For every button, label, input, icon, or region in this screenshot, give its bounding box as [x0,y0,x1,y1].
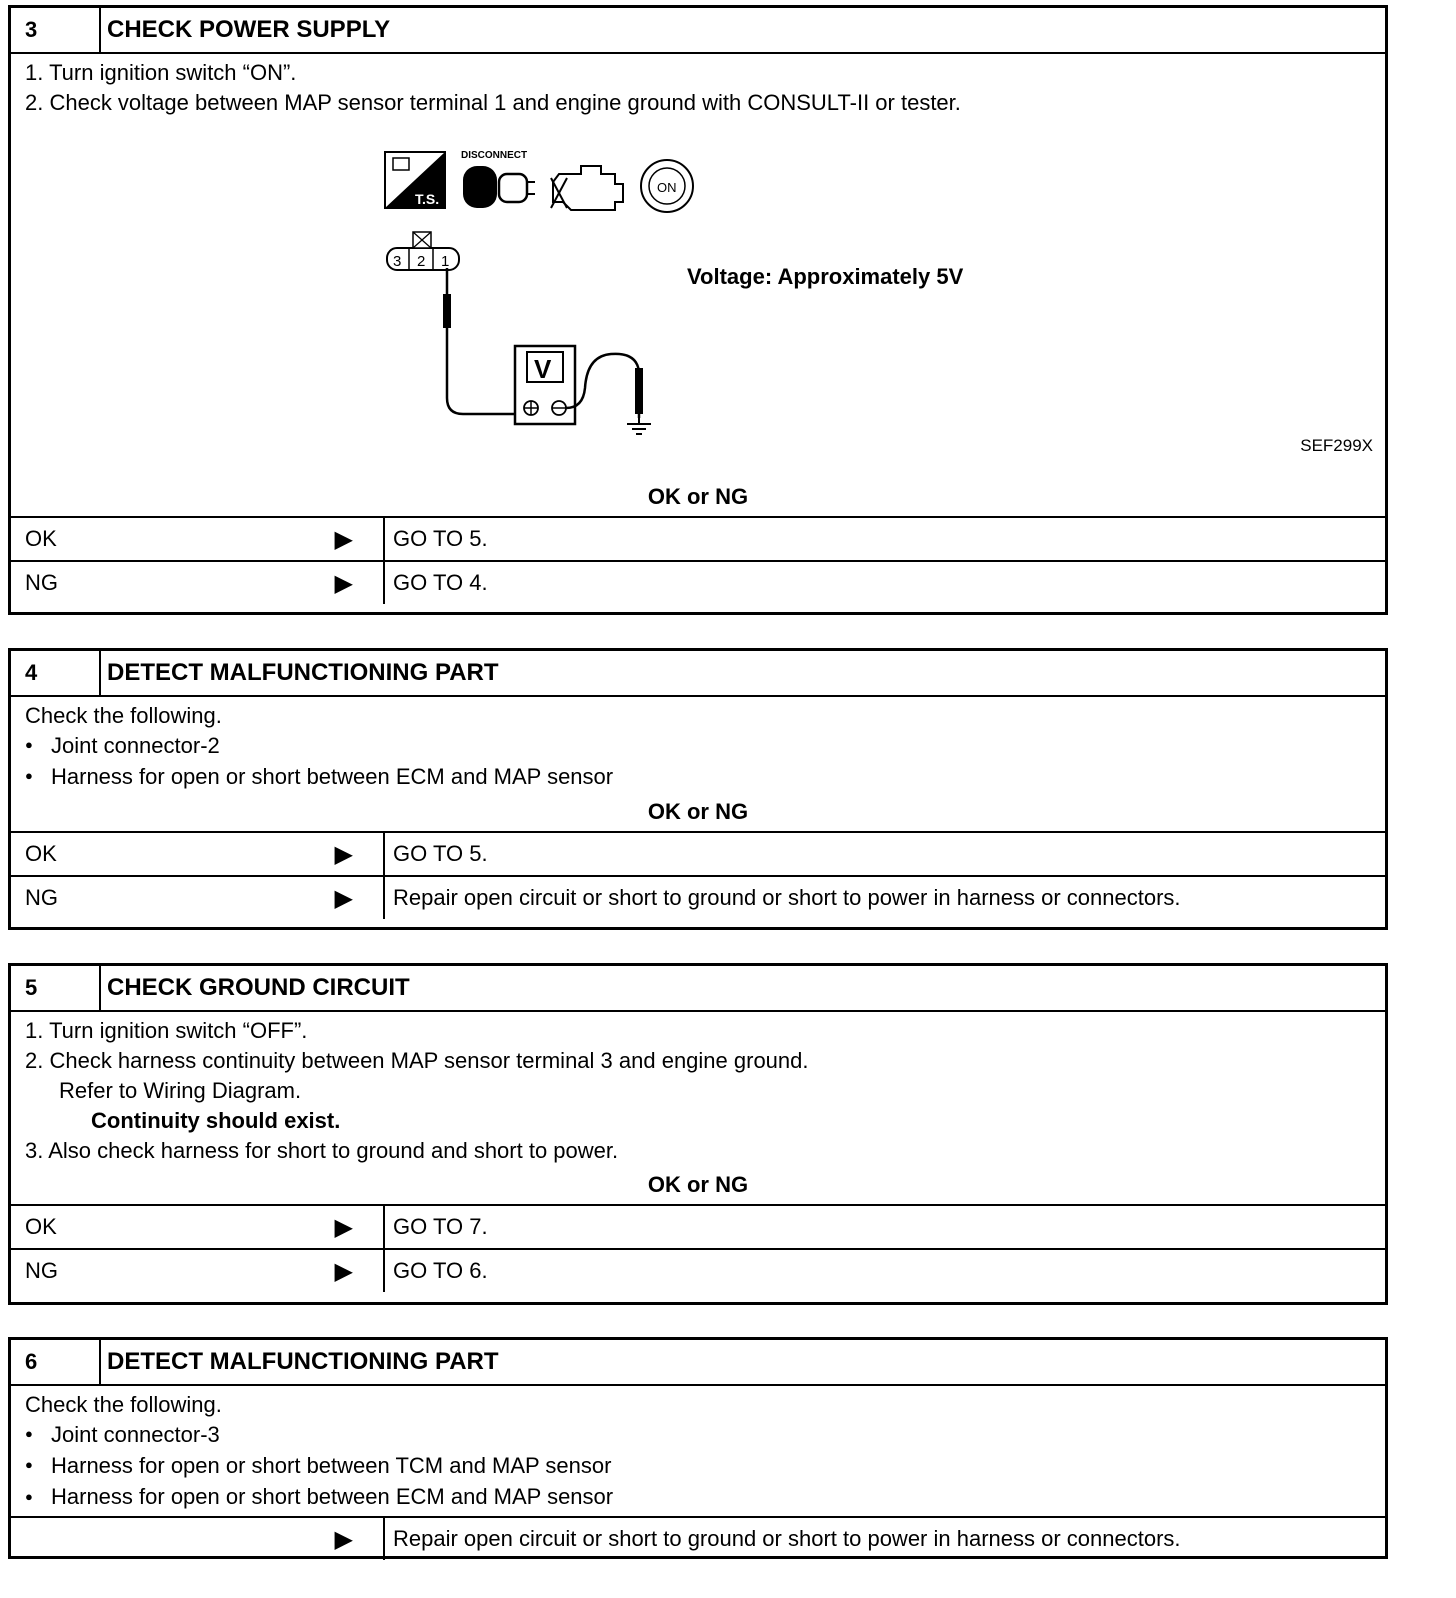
terminal-label: 3 [393,253,402,270]
result-action: GO TO 4. [393,570,488,595]
arrow-icon: ▶ [334,570,353,597]
result-label: OK [25,841,57,867]
step-instructions [11,54,1385,118]
result-action: Repair open circuit or short to ground or short to power in harness or connectors. [393,885,1181,911]
result-row [11,831,1385,875]
ok-or-ng-label: OK or NG [647,1172,749,1197]
ignition-on-label: ON [657,180,677,195]
instruction-line: Refer to Wiring Diagram. [59,1078,302,1103]
step-number: 4 [11,651,101,695]
step-number: 6 [11,1340,101,1384]
instruction-line: 3. Also check harness for short to ground and short to power. [25,1138,619,1163]
bullet-item: ● Joint connector-2 [25,731,1385,762]
result-label: OK [25,526,57,551]
arrow-icon: ▶ [334,885,353,913]
instruction-line: 2. Check voltage between MAP sensor terminal 1 and engine ground with CONSULT-II or tester. [25,90,961,115]
positive-lead [447,268,519,414]
ok-or-ng-label: OK or NG [647,799,749,825]
instruction-line: Check the following. [25,1392,222,1417]
bullet-item: ● Joint connector-3 [25,1420,1385,1451]
step-4-box [8,648,1388,930]
result-label: NG [25,885,58,911]
negative-probe [635,368,643,414]
voltage-diagram [11,118,1381,478]
step-instructions [11,697,1385,793]
voltage-spec: Voltage: Approximately 5V [687,264,964,289]
arrow-icon: ▶ [334,1525,353,1553]
instruction-line: Check the following. [25,703,222,728]
positive-probe [443,294,451,328]
map-sensor-connector [387,232,459,270]
result-row [11,1204,1385,1248]
step-title: DETECT MALFUNCTIONING PART [107,659,499,686]
arrow-icon: ▶ [334,526,353,553]
result-row [11,875,1385,919]
ts-label: T.S. [415,191,440,207]
result-action: GO TO 6. [393,1258,488,1283]
instruction-line: 2. Check harness continuity between MAP sensor terminal 3 and engine ground. [25,1048,809,1073]
voltmeter [515,346,575,424]
bullet-item: ● Harness for open or short between ECM and MAP sensor [25,1482,1385,1513]
step-title: CHECK GROUND CIRCUIT [107,974,410,1001]
ignition-key-icon [641,160,693,212]
result-row [11,560,1385,604]
ok-or-ng-label: OK or NG [647,484,749,509]
result-row [11,1248,1385,1292]
arrow-icon: ▶ [334,1214,353,1241]
figure-code: SEF299X [1300,436,1373,455]
result-label: NG [25,1258,58,1283]
result-action: GO TO 5. [393,841,488,867]
result-label: NG [25,570,58,595]
step-title: CHECK POWER SUPPLY [107,16,391,43]
disconnect-label: DISCONNECT [461,150,528,161]
negative-lead [566,354,639,418]
terminal-label: 1 [441,253,450,270]
step-number: 5 [11,966,101,1010]
spec-line: Continuity should exist. [91,1108,341,1133]
terminal-label: 2 [417,253,426,270]
result-action: Repair open circuit or short to ground or short to power in harness or connectors. [393,1525,1181,1551]
result-row [11,516,1385,560]
instruction-line: 1. Turn ignition switch “OFF”. [25,1018,308,1043]
step-title: DETECT MALFUNCTIONING PART [107,1348,499,1375]
disconnect-icon [461,150,535,208]
step-header [11,966,1385,1012]
result-action: GO TO 7. [393,1214,488,1239]
step-header [11,651,1385,697]
step-instructions [11,1386,1385,1516]
arrow-icon: ▶ [334,1258,353,1285]
ground-symbol [627,418,651,434]
arrow-icon: ▶ [334,841,353,869]
result-action: GO TO 5. [393,526,488,551]
step-3-box [8,5,1388,615]
result-row [11,1516,1385,1560]
bullet-item: ● Harness for open or short between ECM and MAP sensor [25,762,1385,793]
step-number: 3 [11,8,101,52]
instruction-line: 1. Turn ignition switch “ON”. [25,60,297,85]
step-instructions [11,1012,1385,1166]
step-6-box [8,1337,1388,1559]
result-label: OK [25,1214,57,1239]
voltage-check-figure [11,118,1385,478]
bullet-item: ● Harness for open or short between TCM and MAP sensor [25,1451,1385,1482]
engine-icon [551,166,623,210]
step-5-box [8,963,1388,1305]
voltmeter-label: V [534,354,552,384]
tester-icon [385,152,445,208]
step-header [11,8,1385,54]
step-header [11,1340,1385,1386]
